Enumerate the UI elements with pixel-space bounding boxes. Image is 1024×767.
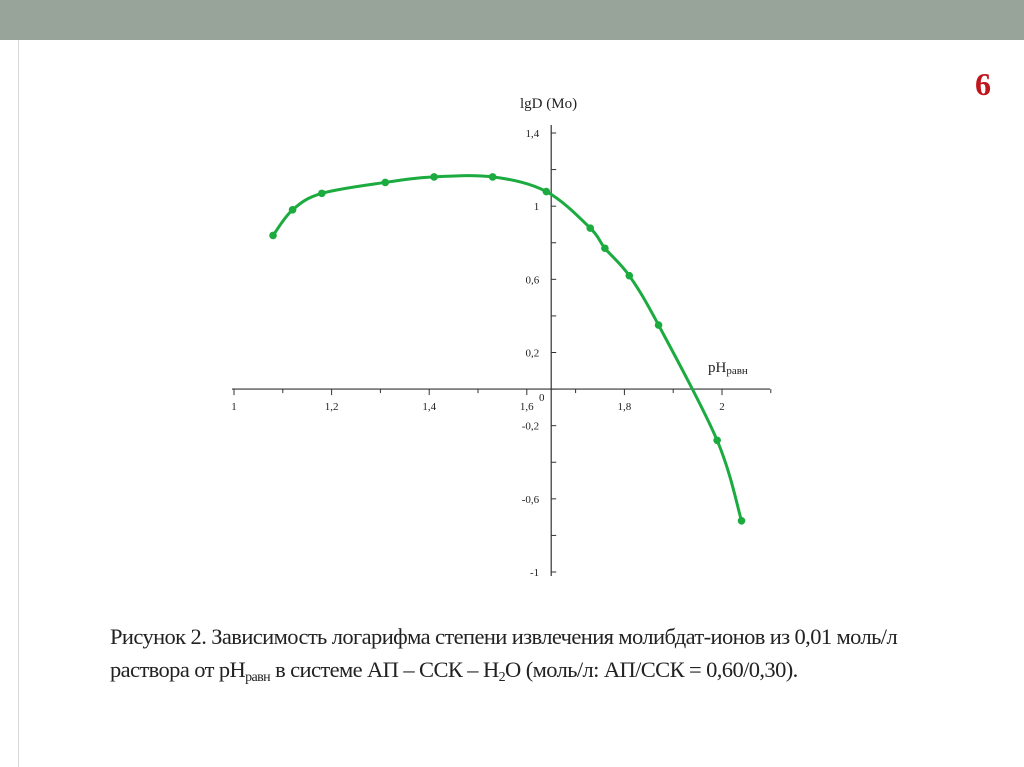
x-tick-label: 1,4: [422, 401, 437, 414]
slide-number: 6: [975, 66, 991, 102]
caption-line-2: [110, 653, 990, 686]
caption-sub-h2: 2: [498, 670, 506, 685]
caption-text-b: в системе АП – ССК – H: [270, 657, 499, 682]
y-tick-label: -1: [530, 567, 540, 579]
y-tick-label: 1: [533, 201, 540, 214]
x-axis-label-main: pH: [708, 360, 727, 376]
x-axis-label: [708, 360, 748, 377]
x-tick-label: 2: [719, 401, 725, 414]
x-axis-label-sub: равн: [726, 365, 748, 377]
x-tick-label: 1,2: [324, 401, 339, 414]
x-tick-label: 1: [231, 401, 237, 414]
y-tick-label: 1,4: [525, 128, 540, 140]
y-tick-label: 0,6: [525, 274, 540, 287]
x-tick-label: 1,8: [617, 401, 632, 414]
data-point: [625, 272, 633, 280]
data-point: [318, 190, 326, 198]
data-point: [430, 173, 438, 181]
data-point: [586, 224, 594, 232]
y-tick-label: -0,6: [521, 493, 540, 506]
x-tick-label: 1,6: [519, 401, 534, 414]
series-points: [269, 173, 745, 524]
chart-ticks: [234, 133, 771, 572]
data-point: [489, 173, 497, 181]
caption-line-1: Рисунок 2. Зависимость логарифма степени извлечения молибдат-ионов из 0,01 моль/л: [110, 624, 898, 649]
figure-caption: [110, 620, 990, 686]
origin-label: 0: [539, 392, 545, 404]
y-axis-label: lgD (Mo): [520, 96, 578, 112]
y-tick-label: 0,2: [525, 347, 540, 360]
data-point: [543, 188, 551, 196]
caption-text-a: раствора от pH: [110, 657, 246, 682]
chart-axes: [232, 125, 770, 576]
data-point: [713, 437, 721, 445]
chart-tick-labels: [231, 128, 725, 579]
series-line: [273, 176, 741, 521]
caption-sub-ph: равн: [245, 670, 271, 685]
y-tick-label: -0,2: [521, 420, 540, 433]
data-point: [738, 517, 746, 525]
data-point: [289, 206, 297, 214]
data-point: [269, 232, 277, 240]
data-point: [381, 179, 389, 187]
data-point: [655, 321, 663, 329]
data-point: [601, 244, 609, 252]
caption-text-c: O (моль/л: АП/ССК = 0,60/0,30).: [505, 657, 798, 682]
